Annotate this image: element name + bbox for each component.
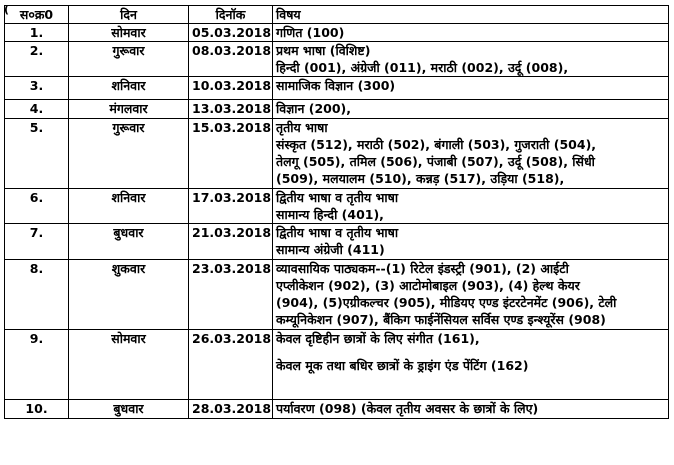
serial-number-cell: 1.: [5, 24, 69, 42]
table-row: [5, 330, 669, 400]
exam-schedule-table: [4, 5, 669, 419]
subject-line: तेलगू (505), तमिल (506), पंजाबी (507), उर्दू (508), सिंधी: [276, 154, 595, 169]
date-cell: 15.03.2018: [189, 119, 273, 189]
date-cell: 08.03.2018: [189, 42, 273, 77]
day-cell: मंगलवार: [69, 100, 189, 119]
date-cell: 28.03.2018: [189, 400, 273, 419]
subject-line: केवल दृष्टिहीन छात्रों के लिए संगीत (161),: [276, 331, 480, 346]
header-day: दिन: [69, 6, 189, 24]
table-row: [5, 260, 669, 330]
subject-line: व्यावसायिक पाठ्यकम--(1) रिटेल इंडस्ट्री (901), (2) आईटी: [276, 261, 569, 276]
subject-line: केवल मूक तथा बधिर छात्रों के ड्राइंग एंड पेंटिंग (162): [276, 358, 529, 373]
serial-number-cell: 10.: [5, 400, 69, 419]
subject-line: एप्लीकेशन (902), (3) आटोमोबाइल (903), (4) हेल्थ केयर: [276, 278, 580, 293]
serial-number-cell: 3.: [5, 77, 69, 100]
header-subject: विषय: [273, 6, 669, 24]
subject-line: हिन्दी (001), अंग्रेजी (011), मराठी (002), उर्दू (008),: [276, 60, 569, 75]
serial-number-cell: 4.: [5, 100, 69, 119]
subject-line: द्वितीय भाषा व तृतीय भाषा: [276, 225, 399, 240]
day-cell: सोमवार: [69, 24, 189, 42]
subject-cell: [273, 119, 669, 189]
table-row: [5, 100, 669, 119]
subject-line: गणित (100): [276, 25, 345, 40]
subject-cell: [273, 42, 669, 77]
serial-number-cell: 8.: [5, 260, 69, 330]
table-row: [5, 400, 669, 419]
serial-number-cell: 5.: [5, 119, 69, 189]
subject-line: कम्यूनिकेशन (907), बैंकिग फाईनेंसियल सर्विस एण्ड इन्श्यूरेंस (908): [276, 312, 606, 327]
schedule-table-body: [5, 6, 669, 419]
date-cell: 10.03.2018: [189, 77, 273, 100]
date-cell: 05.03.2018: [189, 24, 273, 42]
subject-cell: [273, 100, 669, 119]
table-row: [5, 189, 669, 224]
subject-cell: [273, 24, 669, 42]
subject-line: विज्ञान (200),: [276, 101, 351, 116]
table-row: [5, 24, 669, 42]
table-row: [5, 42, 669, 77]
subject-cell: [273, 330, 669, 400]
subject-line: पर्यावरण (098) (केवल तृतीय अवसर के छात्रों के लिए): [276, 401, 539, 416]
date-cell: 26.03.2018: [189, 330, 273, 400]
subject-line: (509), मलयालम (510), कन्नड़ (517), उड़िया (518),: [276, 171, 565, 186]
serial-number-cell: 6.: [5, 189, 69, 224]
subject-line-spacer: [276, 347, 665, 357]
serial-number-cell: 9.: [5, 330, 69, 400]
subject-cell: [273, 400, 669, 419]
subject-line: प्रथम भाषा (विशिष्ट): [276, 43, 371, 58]
serial-number-cell: 7.: [5, 224, 69, 260]
table-row: [5, 224, 669, 260]
date-cell: 23.03.2018: [189, 260, 273, 330]
day-cell: सोमवार: [69, 330, 189, 400]
day-cell: बुधवार: [69, 400, 189, 419]
day-cell: बुधवार: [69, 224, 189, 260]
subject-line: सामान्य हिन्दी (401),: [276, 207, 384, 222]
table-row: [5, 77, 669, 100]
day-cell: शुकवार: [69, 260, 189, 330]
subject-line: (904), (5)एग्रीकल्चर (905), मीडियए एण्ड इंटरटेनमेंट (906), टेली: [276, 295, 617, 310]
subject-cell: [273, 189, 669, 224]
day-cell: गुरूवार: [69, 119, 189, 189]
subject-line: संस्कृत (512), मराठी (502), बंगाली (503), गुजराती (504),: [276, 137, 597, 152]
date-cell: 13.03.2018: [189, 100, 273, 119]
header-date: दिनॉक: [189, 6, 273, 24]
subject-cell: [273, 260, 669, 330]
header-serial-number: स०क्र0: [5, 6, 69, 24]
subject-line: तृतीय भाषा: [276, 120, 328, 135]
day-cell: शनिवार: [69, 77, 189, 100]
subject-line: सामाजिक विज्ञान (300): [276, 78, 396, 93]
subject-cell: [273, 77, 669, 100]
date-cell: 21.03.2018: [189, 224, 273, 260]
date-cell: 17.03.2018: [189, 189, 273, 224]
table-header-row: [5, 6, 669, 24]
table-row: [5, 119, 669, 189]
subject-line: द्वितीय भाषा व तृतीय भाषा: [276, 190, 399, 205]
serial-number-cell: 2.: [5, 42, 69, 77]
heading-fragment-text: (: [4, 3, 10, 16]
day-cell: शनिवार: [69, 189, 189, 224]
day-cell: गुरूवार: [69, 42, 189, 77]
subject-cell: [273, 224, 669, 260]
subject-line: सामान्य अंग्रेजी (411): [276, 242, 385, 257]
